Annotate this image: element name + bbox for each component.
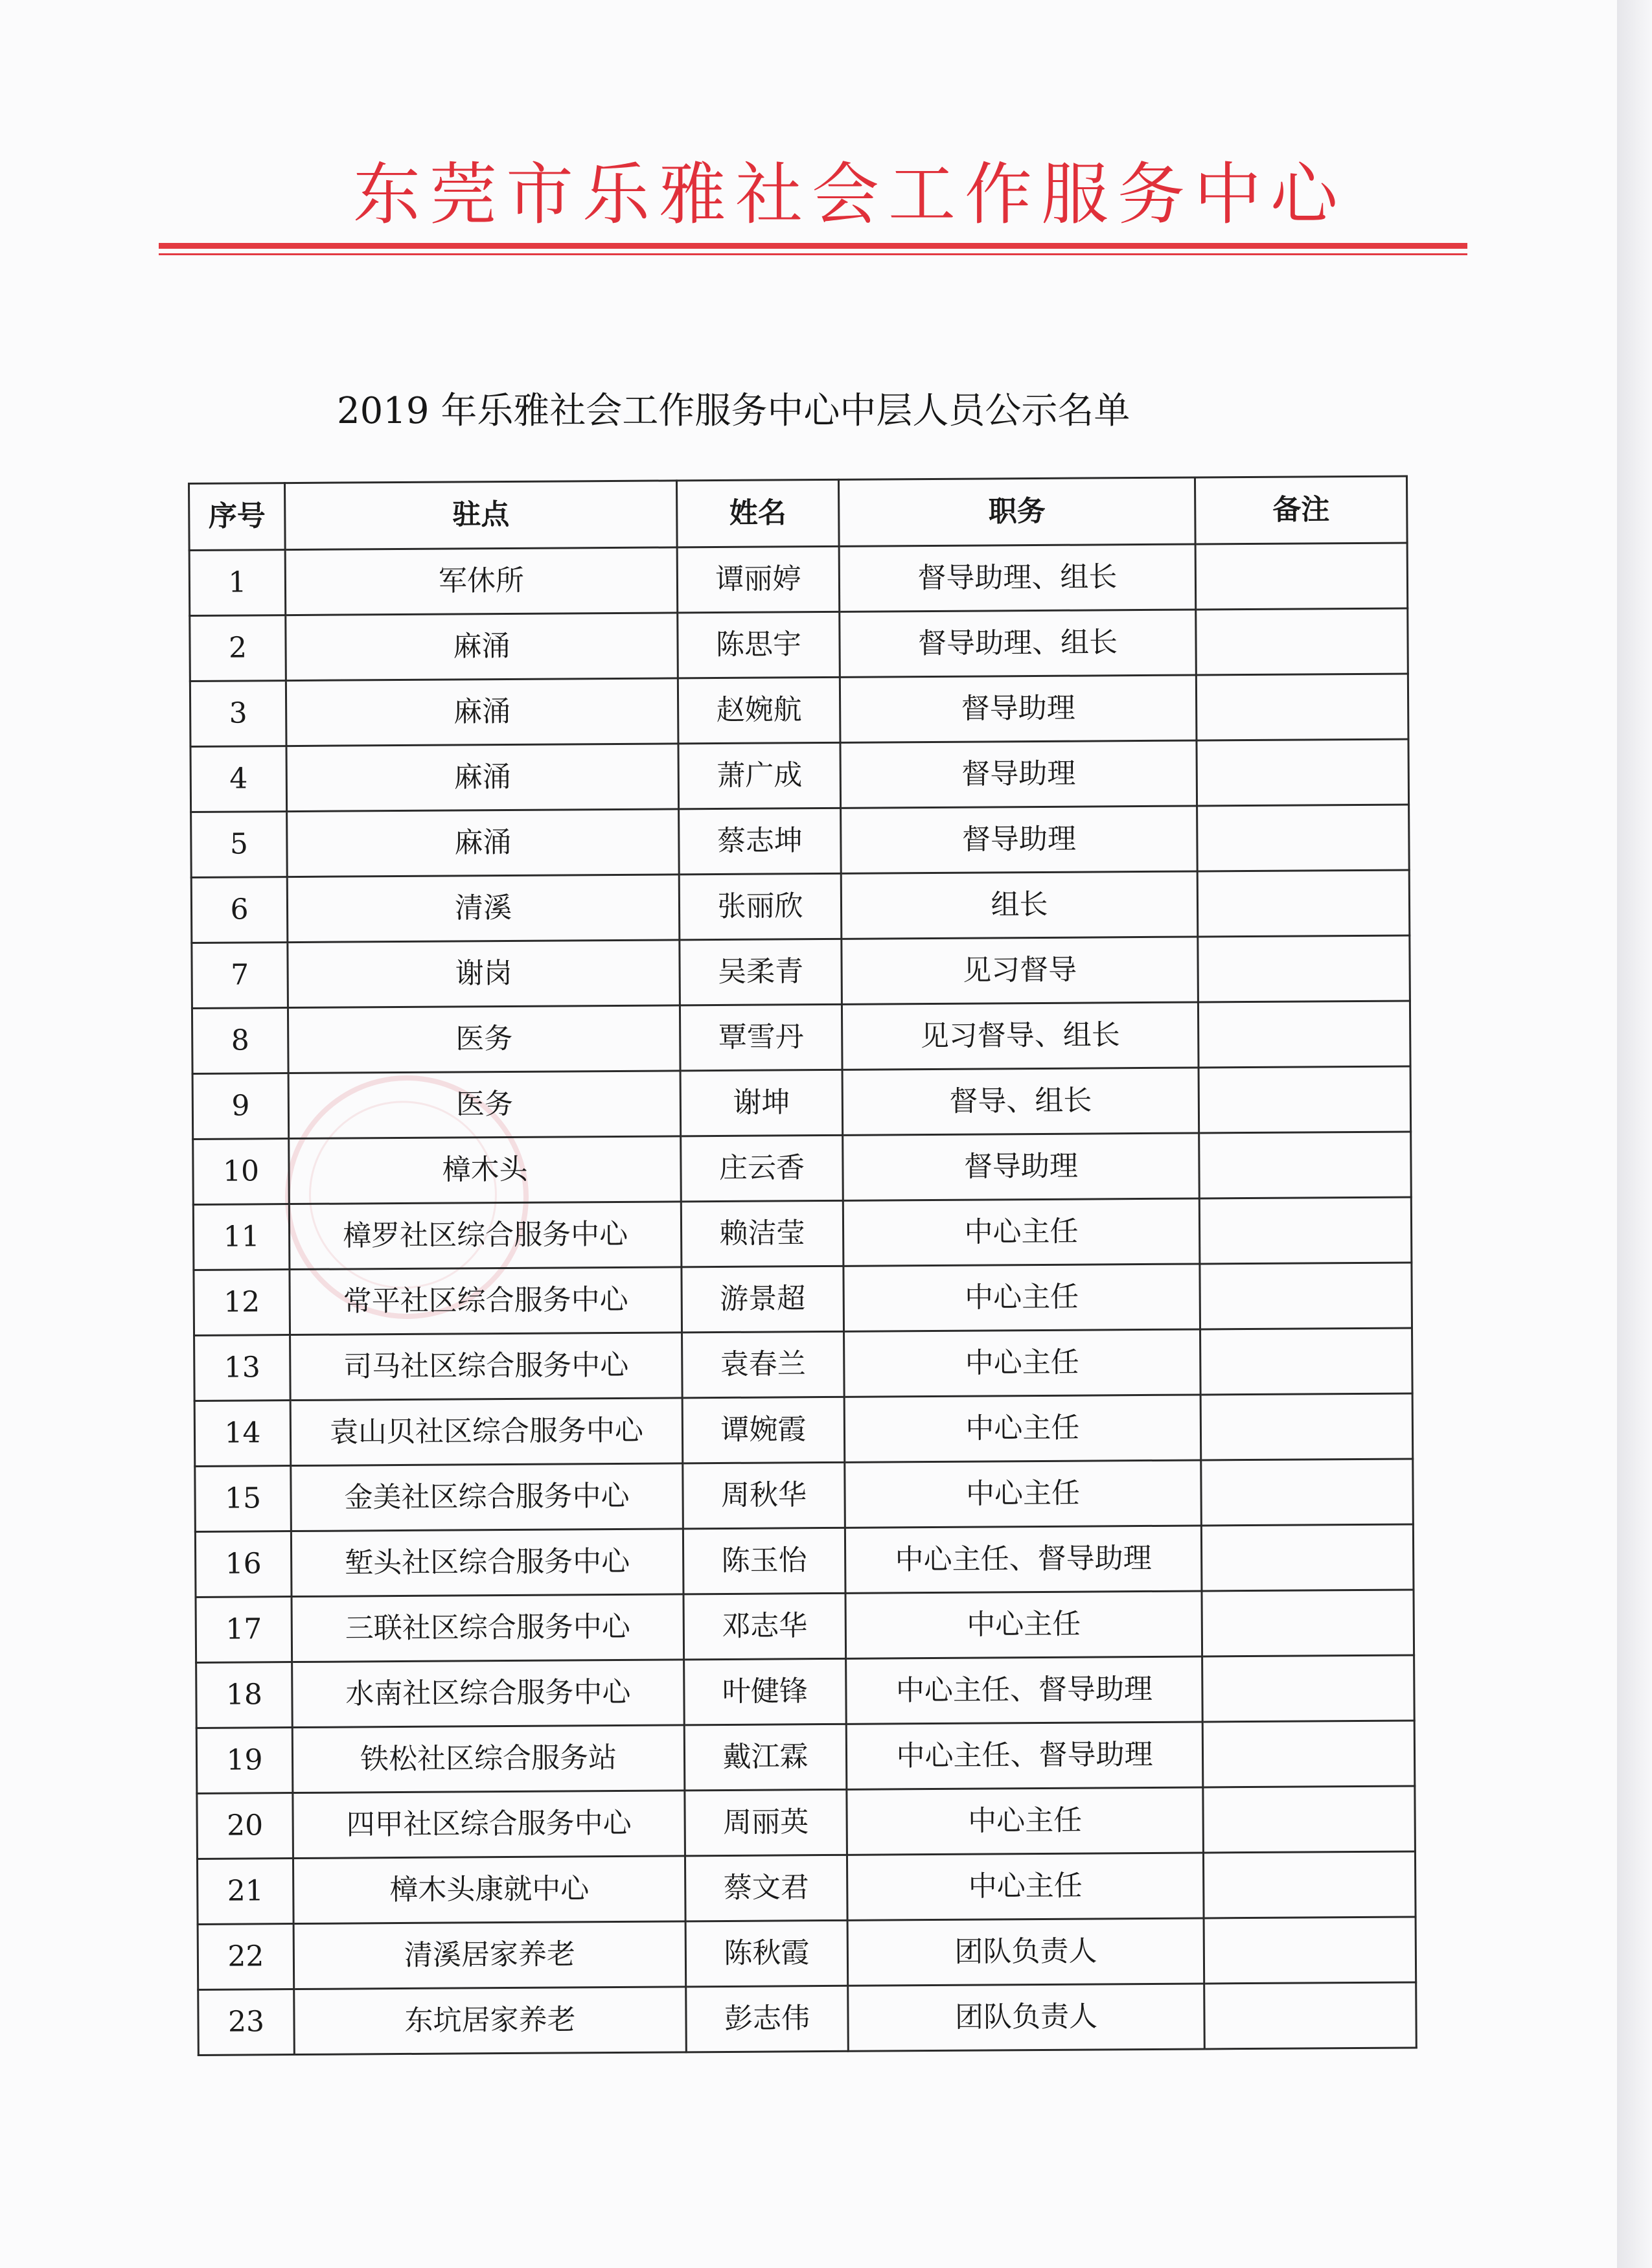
column-header-note: 备注	[1195, 476, 1407, 544]
cell-role: 督导助理	[840, 675, 1197, 742]
cell-role: 中心主任	[845, 1591, 1202, 1658]
cell-no: 23	[198, 1989, 295, 2056]
cell-role: 中心主任、督导助理	[845, 1526, 1202, 1593]
cell-name: 周丽英	[685, 1789, 847, 1856]
cell-role: 督导助理	[840, 740, 1197, 808]
letterhead-rule-thick	[159, 243, 1467, 249]
table-header-row	[189, 476, 1408, 550]
cell-role: 督导助理、组长	[840, 610, 1197, 677]
table-row	[192, 1066, 1411, 1139]
table-row	[195, 1459, 1414, 1531]
table-row	[196, 1590, 1414, 1662]
cell-site: 谢岗	[288, 940, 680, 1008]
cell-role: 中心主任	[847, 1787, 1204, 1855]
cell-note	[1198, 935, 1410, 1002]
cell-no: 20	[197, 1793, 293, 1859]
table-row	[196, 1721, 1415, 1793]
cell-note	[1199, 1132, 1412, 1198]
cell-no: 6	[191, 877, 288, 943]
cell-note	[1199, 1066, 1411, 1133]
cell-role: 团队负责人	[847, 1918, 1204, 1986]
cell-name: 叶健锋	[684, 1658, 847, 1725]
cell-note	[1203, 1851, 1416, 1918]
cell-name: 陈思宇	[678, 612, 840, 678]
cell-note	[1202, 1655, 1415, 1722]
cell-role: 组长	[841, 871, 1198, 939]
cell-role: 团队负责人	[848, 1984, 1205, 2051]
cell-no: 10	[193, 1139, 290, 1205]
cell-role: 中心主任	[847, 1853, 1204, 1920]
cell-name: 萧广成	[678, 742, 841, 809]
table-body	[189, 543, 1416, 2055]
table-row	[194, 1393, 1413, 1466]
letterhead-org-name: 东莞市乐雅社会工作服务中心	[353, 155, 1348, 234]
table-row	[193, 1197, 1412, 1270]
cell-role: 督导助理	[843, 1133, 1200, 1200]
cell-name: 蔡文君	[685, 1855, 847, 1921]
cell-note	[1201, 1459, 1414, 1526]
cell-role: 中心主任	[844, 1329, 1201, 1397]
cell-no: 4	[190, 746, 287, 812]
cell-site: 清溪	[287, 875, 680, 943]
cell-name: 谭丽婷	[677, 546, 840, 613]
table-row	[190, 674, 1408, 746]
cell-site: 麻涌	[286, 678, 678, 746]
table-row	[189, 543, 1408, 615]
scan-edge	[1617, 0, 1652, 2268]
cell-role: 督导、组长	[842, 1068, 1199, 1135]
cell-note	[1202, 1590, 1414, 1656]
cell-role: 督导助理、组长	[839, 544, 1196, 612]
cell-no: 8	[192, 1008, 288, 1074]
cell-note	[1198, 1001, 1410, 1068]
cell-site: 东坑居家养老	[294, 1987, 687, 2055]
cell-no: 13	[194, 1335, 291, 1401]
cell-site: 医务	[288, 1071, 681, 1139]
cell-note	[1199, 1197, 1412, 1264]
table-row	[194, 1328, 1413, 1401]
cell-site: 堑头社区综合服务中心	[291, 1529, 683, 1597]
cell-no: 16	[195, 1531, 292, 1598]
table-row	[192, 1001, 1410, 1073]
cell-name: 庄云香	[681, 1135, 843, 1202]
cell-name: 蔡志坤	[679, 808, 842, 875]
cell-role: 见习督导	[842, 937, 1199, 1004]
cell-site: 常平社区综合服务中心	[290, 1267, 682, 1335]
cell-note	[1197, 870, 1410, 937]
cell-site: 樟木头康就中心	[293, 1856, 685, 1924]
table-row	[190, 608, 1408, 681]
cell-note	[1200, 1263, 1412, 1329]
cell-note	[1196, 674, 1408, 740]
cell-site: 樟木头	[289, 1136, 682, 1204]
cell-role: 中心主任	[843, 1198, 1200, 1266]
cell-no: 1	[189, 550, 286, 616]
table-row	[196, 1655, 1415, 1728]
cell-name: 游景超	[682, 1266, 844, 1333]
table-row	[192, 935, 1410, 1008]
cell-name: 邓志华	[683, 1593, 846, 1660]
cell-no: 17	[196, 1597, 292, 1663]
cell-site: 麻涌	[286, 613, 678, 681]
cell-site: 三联社区综合服务中心	[292, 1594, 684, 1662]
cell-no: 11	[193, 1204, 290, 1270]
cell-no: 3	[190, 681, 286, 747]
cell-no: 21	[197, 1859, 293, 1925]
cell-note	[1200, 1328, 1413, 1395]
cell-site: 铁松社区综合服务站	[292, 1725, 685, 1793]
cell-name: 周秋华	[683, 1462, 845, 1529]
cell-note	[1204, 1982, 1417, 2049]
cell-name: 赵婉航	[678, 677, 840, 744]
cell-name: 覃雪丹	[680, 1004, 842, 1071]
cell-no: 19	[196, 1728, 293, 1794]
cell-note	[1203, 1786, 1416, 1853]
cell-name: 张丽欣	[679, 873, 842, 940]
column-header-site: 驻点	[285, 481, 678, 550]
cell-note	[1195, 543, 1408, 610]
cell-site: 四甲社区综合服务中心	[293, 1791, 685, 1859]
cell-no: 12	[194, 1270, 290, 1336]
letterhead	[159, 152, 1467, 256]
cell-name: 戴江霖	[684, 1724, 847, 1791]
cell-note	[1202, 1721, 1415, 1787]
table-row	[197, 1786, 1416, 1859]
cell-role: 见习督导、组长	[842, 1002, 1199, 1070]
cell-note	[1197, 805, 1410, 871]
cell-site: 樟罗社区综合服务中心	[289, 1202, 682, 1270]
cell-site: 麻涌	[286, 744, 679, 812]
table-row	[197, 1851, 1416, 1924]
column-header-name: 姓名	[676, 479, 839, 547]
cell-site: 清溪居家养老	[293, 1921, 686, 1989]
cell-role: 中心主任、督导助理	[846, 1656, 1203, 1724]
cell-site: 医务	[288, 1005, 680, 1073]
cell-name: 陈秋霞	[685, 1920, 848, 1987]
cell-name: 彭志伟	[686, 1986, 849, 2052]
cell-role: 督导助理	[841, 806, 1198, 873]
cell-name: 谭婉霞	[682, 1397, 845, 1463]
cell-note	[1200, 1393, 1413, 1460]
cell-name: 吴柔青	[680, 939, 842, 1005]
cell-site: 司马社区综合服务中心	[290, 1333, 683, 1401]
cell-note	[1201, 1524, 1414, 1591]
table-row	[191, 870, 1410, 943]
cell-role: 中心主任	[844, 1395, 1201, 1462]
table-row	[195, 1524, 1414, 1597]
cell-site: 袁山贝社区综合服务中心	[290, 1398, 683, 1466]
cell-no: 22	[198, 1924, 294, 1990]
cell-no: 7	[192, 943, 288, 1009]
cell-no: 18	[196, 1662, 293, 1728]
letterhead-rule-thin	[159, 253, 1467, 255]
table-row	[193, 1132, 1412, 1204]
table-row	[190, 739, 1409, 812]
column-header-no: 序号	[189, 483, 286, 551]
cell-no: 14	[194, 1401, 291, 1467]
cell-no: 15	[195, 1466, 292, 1532]
cell-note	[1204, 1917, 1416, 1984]
cell-note	[1196, 608, 1408, 675]
cell-name: 陈玉怡	[683, 1528, 845, 1594]
cell-role: 中心主任	[845, 1460, 1202, 1528]
table-row	[198, 1917, 1416, 1989]
staff-roster-table	[188, 475, 1417, 2056]
cell-site: 军休所	[285, 547, 678, 615]
column-header-role: 职务	[838, 477, 1195, 546]
cell-no: 5	[191, 812, 288, 878]
table-row	[191, 805, 1410, 877]
cell-name: 赖洁莹	[681, 1200, 843, 1267]
cell-site: 麻涌	[287, 809, 680, 877]
cell-role: 中心主任	[843, 1264, 1200, 1331]
cell-site: 金美社区综合服务中心	[291, 1463, 683, 1531]
cell-no: 9	[192, 1073, 289, 1140]
cell-role: 中心主任、督导助理	[846, 1722, 1203, 1789]
cell-name: 袁春兰	[682, 1331, 845, 1398]
document-title: 2019 年乐雅社会工作服务中心中层人员公示名单	[337, 390, 1130, 432]
cell-note	[1197, 739, 1409, 806]
table-row	[194, 1263, 1412, 1335]
table-row	[198, 1982, 1417, 2055]
cell-site: 水南社区综合服务中心	[292, 1660, 685, 1728]
cell-name: 谢坤	[680, 1070, 843, 1136]
cell-no: 2	[190, 615, 286, 682]
